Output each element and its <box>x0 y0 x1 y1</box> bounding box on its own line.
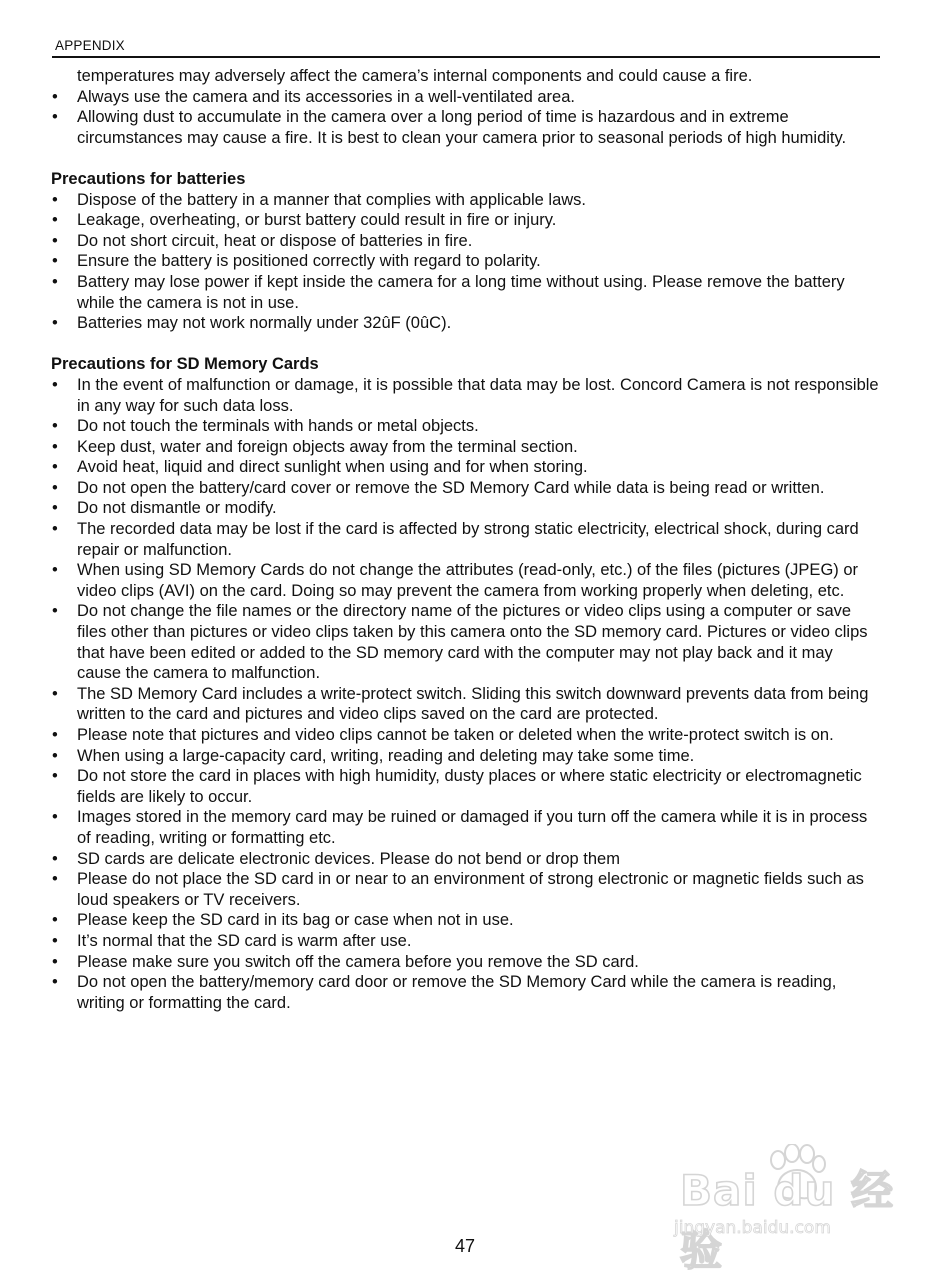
page-number: 47 <box>454 1236 476 1256</box>
sd-cards-list <box>51 375 881 1013</box>
list-item: • Do not open the battery/memory card door or remove the SD Memory Card while the camera is reading, writing or formatting the card. <box>51 972 881 1013</box>
list-item: • Please make sure you switch off the camera before you remove the SD card. <box>51 952 881 973</box>
list-item: • Always use the camera and its accessories in a well-ventilated area. <box>51 87 881 108</box>
list-item: • The SD Memory Card includes a write-protect switch. Sliding this switch downward prevents data from being written to the card and pictures and video clips saved on the card are protected. <box>51 684 881 725</box>
list-item: • Please note that pictures and video clips cannot be taken or deleted when the write-protect switch is on. <box>51 725 881 746</box>
list-item: • Do not short circuit, heat or dispose of batteries in fire. <box>51 231 881 252</box>
list-item: • Do not store the card in places with high humidity, dusty places or where static electricity or electromagnetic fields are likely to occur. <box>51 766 881 807</box>
list-item: • Images stored in the memory card may be ruined or damaged if you turn off the camera while it is in process of reading, writing or formatting etc. <box>51 807 881 848</box>
list-item: • In the event of malfunction or damage, it is possible that data may be lost. Concord Camera is not responsible in any way for such data loss. <box>51 375 881 416</box>
batteries-list <box>51 190 881 334</box>
list-item: • Please do not place the SD card in or near to an environment of strong electronic or magnetic fields such as loud speakers or TV receivers. <box>51 869 881 910</box>
batteries-heading: Precautions for batteries <box>51 169 246 188</box>
list-item: • The recorded data may be lost if the card is affected by strong static electricity, electrical shock, during card repair or malfunction. <box>51 519 881 560</box>
list-item: • Batteries may not work normally under 32ûF (0ûC). <box>51 313 881 334</box>
list-item: • Avoid heat, liquid and direct sunlight when using and for when storing. <box>51 457 881 478</box>
list-item: • Do not change the file names or the directory name of the pictures or video clips using a computer or save files other than pictures or video clips taken by this camera onto the SD memory card. Pictures or video clips that have been edited or added to the SD memory card with the computer may not play back and it may cause the camera to malfunction. <box>51 601 881 683</box>
list-item: • Ensure the battery is positioned correctly with regard to polarity. <box>51 251 881 272</box>
list-item: • Allowing dust to accumulate in the camera over a long period of time is hazardous and in extreme circumstances may cause a fire. It is best to clean your camera prior to seasonal periods of high humidity. <box>51 107 881 148</box>
list-item: • Do not dismantle or modify. <box>51 498 881 519</box>
sd-cards-heading: Precautions for SD Memory Cards <box>51 355 319 374</box>
list-item: • SD cards are delicate electronic devices. Please do not bend or drop them <box>51 849 881 870</box>
watermark-url: jingyan.baidu.com <box>674 1218 831 1238</box>
list-item: • Leakage, overheating, or burst battery could result in fire or injury. <box>51 210 881 231</box>
list-item: • Dispose of the battery in a manner that complies with applicable laws. <box>51 190 881 211</box>
list-item: • Do not touch the terminals with hands or metal objects. <box>51 416 881 437</box>
list-item: • Battery may lose power if kept inside the camera for a long time without using. Please remove the battery while the camera is not in use. <box>51 272 881 313</box>
intro-list <box>51 87 881 149</box>
header-rule <box>52 56 880 58</box>
list-item: • Keep dust, water and foreign objects away from the terminal section. <box>51 437 881 458</box>
watermark-brand: Bai du 经验 <box>680 1166 894 1275</box>
page-body <box>51 66 881 1013</box>
list-item: • Do not open the battery/card cover or remove the SD Memory Card while data is being read or written. <box>51 478 881 499</box>
list-item: • When using a large-capacity card, writing, reading and deleting may take some time. <box>51 746 881 767</box>
list-item: • It’s normal that the SD card is warm after use. <box>51 931 881 952</box>
continued-paragraph: temperatures may adversely affect the camera’s internal components and could cause a fire. <box>77 67 753 85</box>
list-item: • Please keep the SD card in its bag or case when not in use. <box>51 910 881 931</box>
running-header: APPENDIX <box>55 38 125 53</box>
list-item: • When using SD Memory Cards do not change the attributes (read-only, etc.) of the files (pictures (JPEG) or video clips (AVI) on the card. Doing so may prevent the camera from working properly when deleting, etc. <box>51 560 881 601</box>
baidu-watermark <box>672 1140 902 1275</box>
